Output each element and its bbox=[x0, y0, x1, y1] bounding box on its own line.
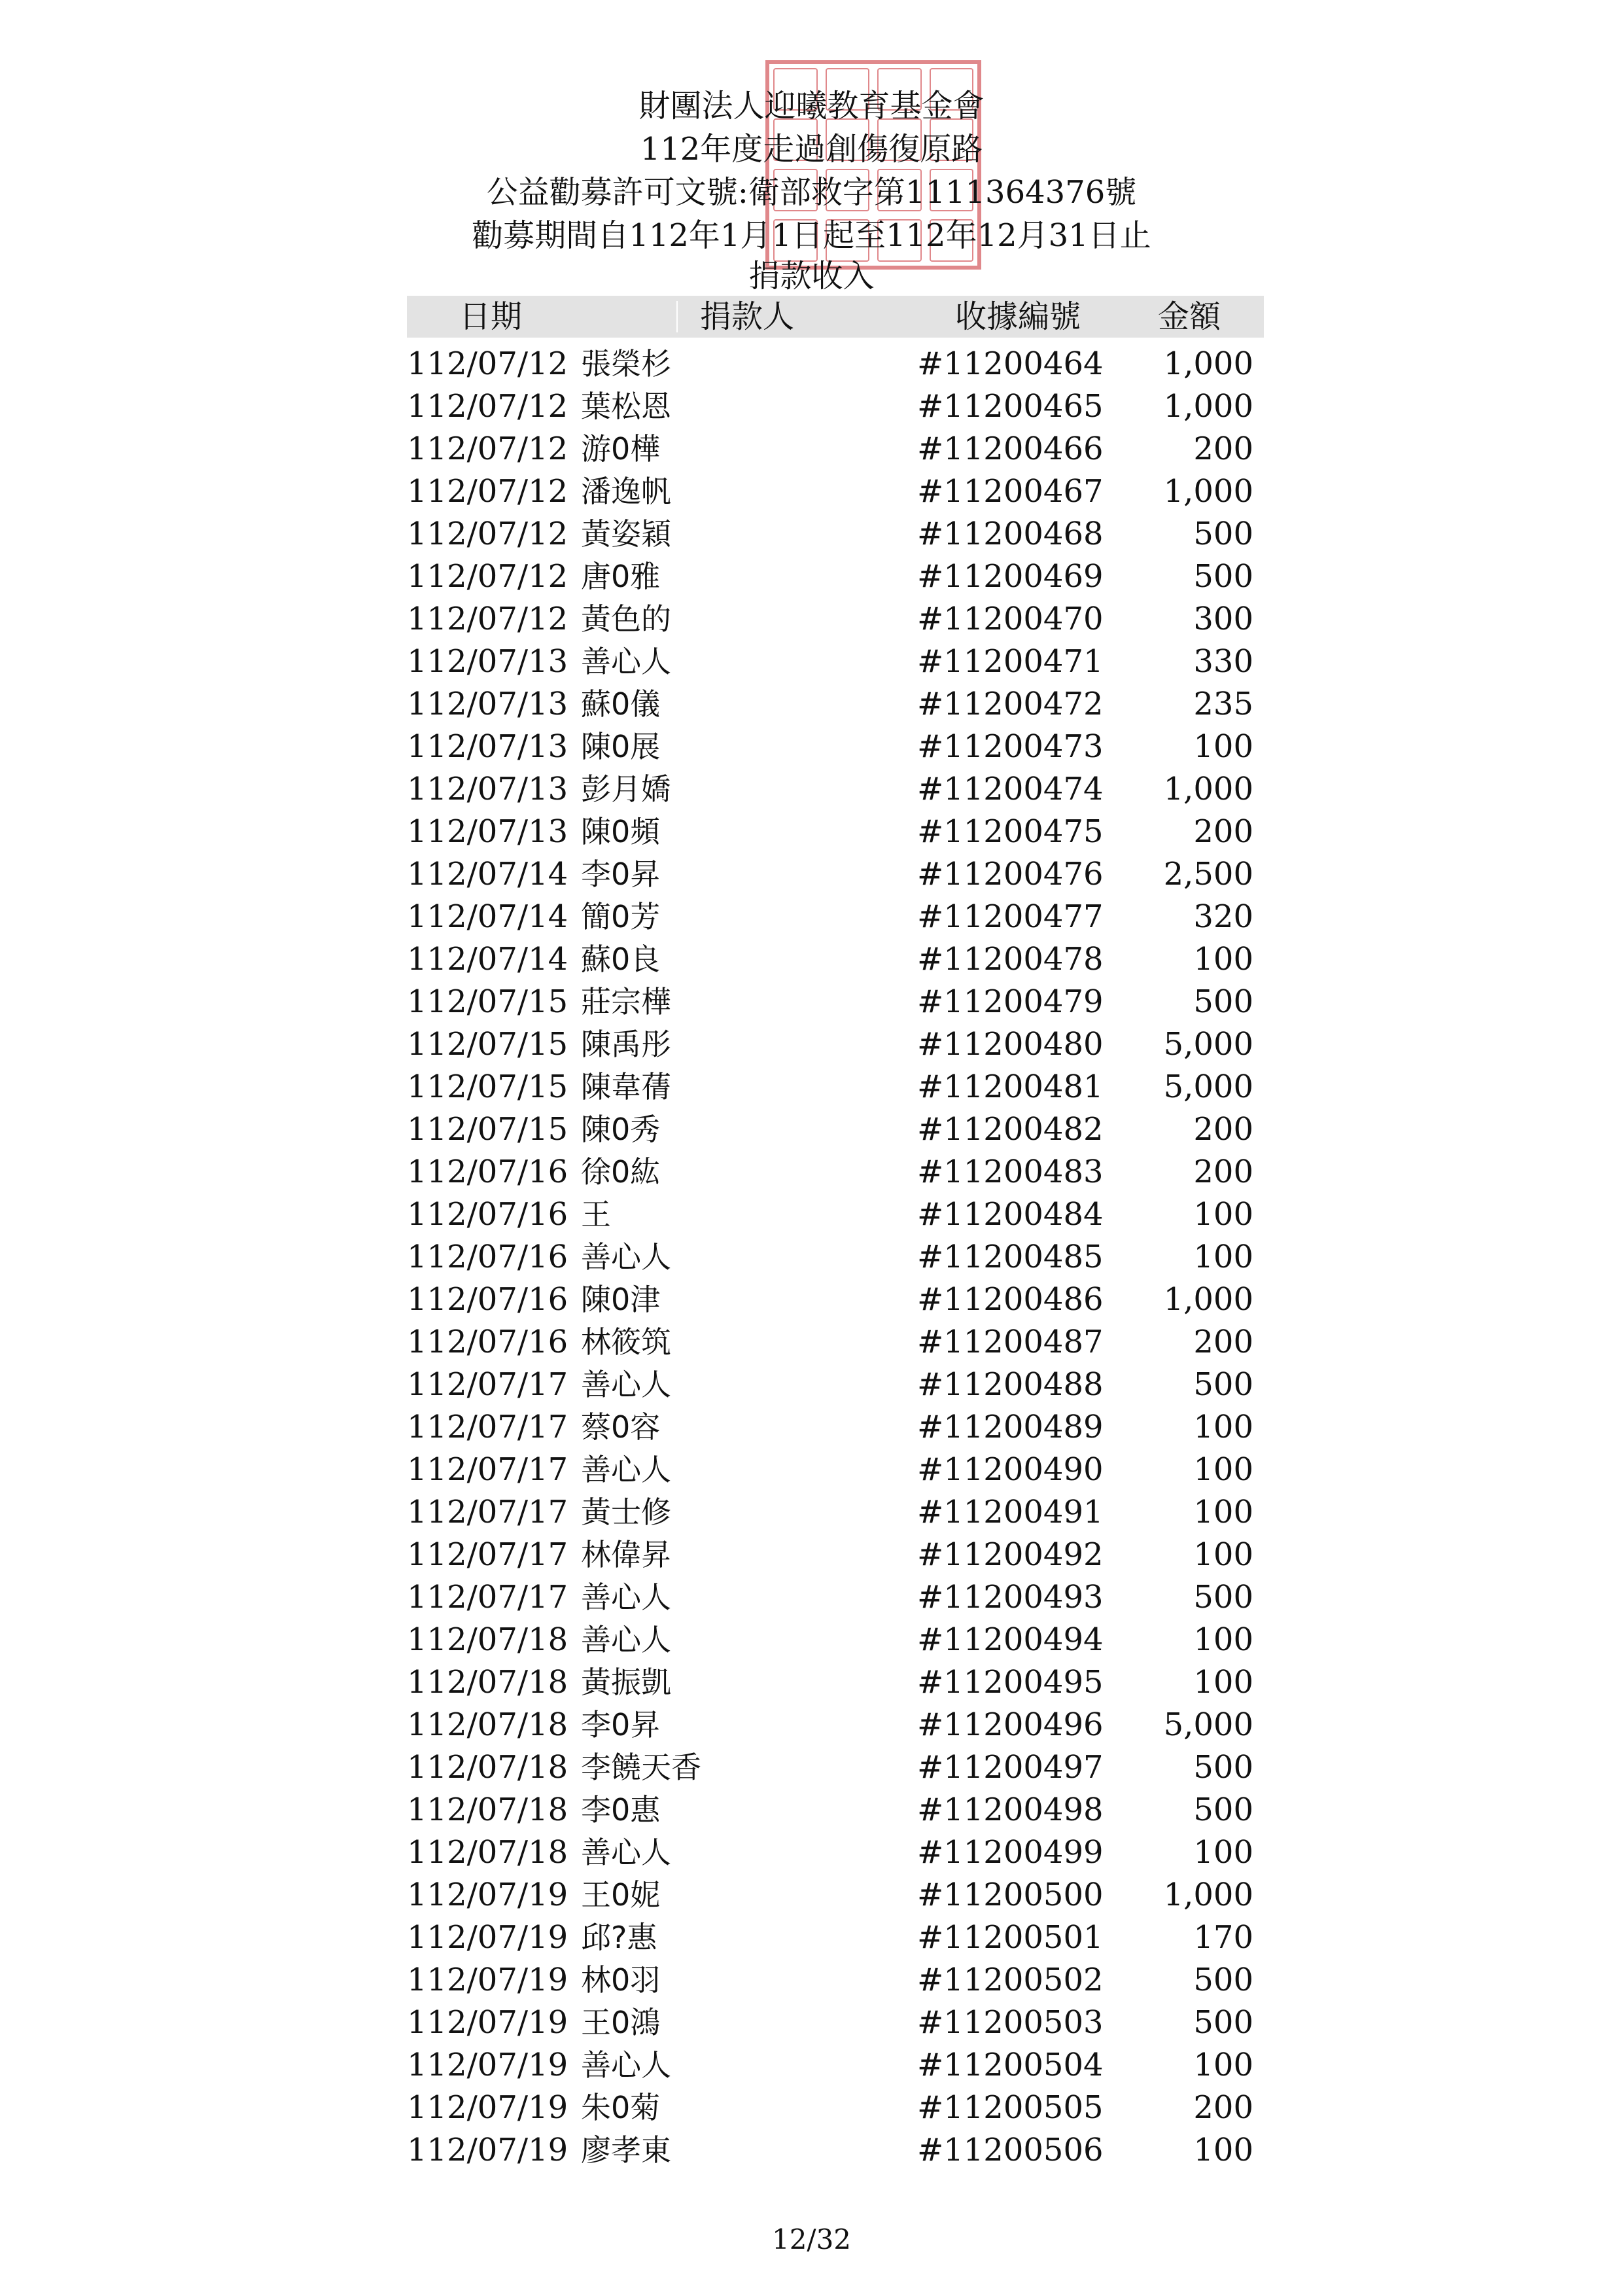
amount-cell: 100 bbox=[1193, 1494, 1253, 1530]
donor-cell: 唐0雅 bbox=[581, 559, 661, 594]
donor-cell: 游0樺 bbox=[581, 431, 661, 467]
amount-cell: 200 bbox=[1193, 1111, 1253, 1148]
amount-cell: 320 bbox=[1193, 898, 1253, 935]
receipt-number-cell: #11200473 bbox=[917, 728, 1104, 765]
donor-cell: 彭月嬌 bbox=[581, 771, 671, 807]
date-cell: 112/07/17 bbox=[407, 1366, 568, 1403]
amount-cell: 100 bbox=[1193, 728, 1253, 765]
receipt-number-cell: #11200491 bbox=[917, 1494, 1104, 1530]
date-cell: 112/07/15 bbox=[407, 1111, 568, 1148]
donor-cell: 王 bbox=[581, 1197, 611, 1232]
column-header-receipt: 收據編號 bbox=[955, 298, 1081, 335]
table-row bbox=[0, 1406, 1623, 1449]
table-row bbox=[0, 428, 1623, 470]
table-row bbox=[0, 896, 1623, 938]
amount-cell: 200 bbox=[1193, 1154, 1253, 1190]
section-title: 捐款收入 bbox=[748, 258, 875, 294]
donation-table-body bbox=[0, 343, 1623, 2172]
table-row bbox=[0, 768, 1623, 811]
table-row bbox=[0, 385, 1623, 428]
date-cell: 112/07/19 bbox=[407, 2089, 568, 2126]
date-cell: 112/07/12 bbox=[407, 431, 568, 467]
amount-cell: 1,000 bbox=[1163, 388, 1253, 425]
date-cell: 112/07/19 bbox=[407, 1962, 568, 1998]
amount-cell: 200 bbox=[1193, 431, 1253, 467]
table-row bbox=[0, 1916, 1623, 1959]
receipt-number-cell: #11200480 bbox=[917, 1026, 1104, 1063]
date-cell: 112/07/19 bbox=[407, 1919, 568, 1956]
date-cell: 112/07/12 bbox=[407, 345, 568, 382]
receipt-number-cell: #11200499 bbox=[917, 1834, 1104, 1871]
table-row bbox=[0, 1704, 1623, 1746]
donor-cell: 王0妮 bbox=[581, 1877, 661, 1913]
date-cell: 112/07/17 bbox=[407, 1451, 568, 1488]
donor-cell: 蔡0容 bbox=[581, 1409, 661, 1445]
donor-cell: 善心人 bbox=[581, 1367, 671, 1402]
table-row bbox=[0, 1831, 1623, 1874]
receipt-number-cell: #11200466 bbox=[917, 431, 1104, 467]
donor-cell: 陳0頻 bbox=[581, 814, 661, 849]
donor-cell: 陳韋蒨 bbox=[581, 1069, 671, 1104]
donor-cell: 陳0展 bbox=[581, 729, 661, 764]
donor-cell: 黃士修 bbox=[581, 1494, 671, 1530]
donor-cell: 李0昇 bbox=[581, 857, 661, 892]
table-row bbox=[0, 1193, 1623, 1236]
amount-cell: 100 bbox=[1193, 1239, 1253, 1275]
amount-cell: 500 bbox=[1193, 983, 1253, 1020]
date-cell: 112/07/14 bbox=[407, 898, 568, 935]
donor-cell: 蘇0良 bbox=[581, 942, 661, 977]
date-cell: 112/07/19 bbox=[407, 2132, 568, 2168]
receipt-number-cell: #11200475 bbox=[917, 813, 1104, 850]
donor-cell: 黃色的 bbox=[581, 601, 671, 637]
amount-cell: 500 bbox=[1193, 516, 1253, 552]
table-row bbox=[0, 1449, 1623, 1491]
date-cell: 112/07/15 bbox=[407, 983, 568, 1020]
receipt-number-cell: #11200483 bbox=[917, 1154, 1104, 1190]
receipt-number-cell: #11200494 bbox=[917, 1621, 1104, 1658]
table-row bbox=[0, 1236, 1623, 1279]
amount-cell: 170 bbox=[1193, 1919, 1253, 1956]
receipt-number-cell: #11200490 bbox=[917, 1451, 1104, 1488]
donor-cell: 潘逸帆 bbox=[581, 474, 671, 509]
date-cell: 112/07/17 bbox=[407, 1494, 568, 1530]
table-row bbox=[0, 2002, 1623, 2044]
amount-cell: 2,500 bbox=[1163, 856, 1253, 892]
table-row bbox=[0, 1576, 1623, 1619]
receipt-number-cell: #11200476 bbox=[917, 856, 1104, 892]
amount-cell: 300 bbox=[1193, 601, 1253, 637]
table-row bbox=[0, 1151, 1623, 1193]
date-cell: 112/07/13 bbox=[407, 643, 568, 680]
amount-cell: 500 bbox=[1193, 1792, 1253, 1828]
table-row bbox=[0, 2044, 1623, 2087]
receipt-number-cell: #11200486 bbox=[917, 1281, 1104, 1318]
receipt-number-cell: #11200500 bbox=[917, 1877, 1104, 1913]
amount-cell: 200 bbox=[1193, 1324, 1253, 1360]
receipt-number-cell: #11200498 bbox=[917, 1792, 1104, 1828]
table-row bbox=[0, 1959, 1623, 2002]
donor-cell: 葉松恩 bbox=[581, 389, 671, 424]
receipt-number-cell: #11200478 bbox=[917, 941, 1104, 978]
donor-cell: 蘇0儀 bbox=[581, 686, 661, 722]
amount-cell: 100 bbox=[1193, 1196, 1253, 1233]
receipt-number-cell: #11200468 bbox=[917, 516, 1104, 552]
date-cell: 112/07/12 bbox=[407, 601, 568, 637]
date-cell: 112/07/16 bbox=[407, 1324, 568, 1360]
receipt-number-cell: #11200497 bbox=[917, 1749, 1104, 1786]
date-cell: 112/07/17 bbox=[407, 1409, 568, 1445]
donor-cell: 徐0紘 bbox=[581, 1154, 661, 1190]
table-row bbox=[0, 1279, 1623, 1321]
amount-cell: 5,000 bbox=[1163, 1026, 1253, 1063]
donor-cell: 善心人 bbox=[581, 2047, 671, 2083]
table-row bbox=[0, 1534, 1623, 1576]
page-number: 12/32 bbox=[771, 2223, 852, 2255]
amount-cell: 100 bbox=[1193, 941, 1253, 978]
receipt-number-cell: #11200472 bbox=[917, 686, 1104, 722]
donor-cell: 善心人 bbox=[581, 1835, 671, 1870]
table-row bbox=[0, 1789, 1623, 1831]
receipt-number-cell: #11200479 bbox=[917, 983, 1104, 1020]
donor-cell: 朱0菊 bbox=[581, 2090, 661, 2125]
receipt-number-cell: #11200488 bbox=[917, 1366, 1104, 1403]
amount-cell: 100 bbox=[1193, 1451, 1253, 1488]
amount-cell: 500 bbox=[1193, 1749, 1253, 1786]
column-header-amount: 金額 bbox=[1158, 298, 1221, 335]
amount-cell: 100 bbox=[1193, 1409, 1253, 1445]
date-cell: 112/07/12 bbox=[407, 558, 568, 595]
amount-cell: 5,000 bbox=[1163, 1706, 1253, 1743]
amount-cell: 200 bbox=[1193, 2089, 1253, 2126]
table-row bbox=[0, 641, 1623, 683]
donor-cell: 簡0芳 bbox=[581, 899, 661, 934]
date-cell: 112/07/16 bbox=[407, 1154, 568, 1190]
amount-cell: 235 bbox=[1193, 686, 1253, 722]
table-row bbox=[0, 726, 1623, 768]
table-row bbox=[0, 938, 1623, 981]
table-row bbox=[0, 1874, 1623, 1916]
receipt-number-cell: #11200496 bbox=[917, 1706, 1104, 1743]
date-cell: 112/07/18 bbox=[407, 1749, 568, 1786]
table-row bbox=[0, 2087, 1623, 2129]
date-cell: 112/07/13 bbox=[407, 813, 568, 850]
table-row bbox=[0, 1491, 1623, 1534]
amount-cell: 100 bbox=[1193, 1621, 1253, 1658]
date-cell: 112/07/19 bbox=[407, 2047, 568, 2083]
amount-cell: 500 bbox=[1193, 2004, 1253, 2041]
receipt-number-cell: #11200495 bbox=[917, 1664, 1104, 1701]
date-cell: 112/07/12 bbox=[407, 516, 568, 552]
donor-cell: 林0羽 bbox=[581, 1962, 661, 1998]
date-cell: 112/07/13 bbox=[407, 686, 568, 722]
receipt-number-cell: #11200482 bbox=[917, 1111, 1104, 1148]
donor-cell: 林筱筑 bbox=[581, 1324, 671, 1360]
receipt-number-cell: #11200503 bbox=[917, 2004, 1104, 2041]
amount-cell: 500 bbox=[1193, 1579, 1253, 1616]
donor-cell: 王0鴻 bbox=[581, 2005, 661, 2040]
table-row bbox=[0, 1619, 1623, 1661]
permit-number: 公益勸募許可文號:衛部救字第1111364376號 bbox=[486, 174, 1137, 211]
table-row bbox=[0, 513, 1623, 556]
donor-cell: 陳0秀 bbox=[581, 1112, 661, 1147]
donor-cell: 黃姿穎 bbox=[581, 516, 671, 552]
receipt-number-cell: #11200470 bbox=[917, 601, 1104, 637]
date-cell: 112/07/19 bbox=[407, 2004, 568, 2041]
table-row bbox=[0, 981, 1623, 1023]
amount-cell: 1,000 bbox=[1163, 771, 1253, 807]
table-row bbox=[0, 1364, 1623, 1406]
fundraising-period: 勸募期間自112年1月1日起至112年12月31日止 bbox=[472, 217, 1151, 254]
amount-cell: 500 bbox=[1193, 1366, 1253, 1403]
donor-cell: 廖孝東 bbox=[581, 2132, 671, 2168]
amount-cell: 100 bbox=[1193, 1536, 1253, 1573]
donor-cell: 林偉昇 bbox=[581, 1537, 671, 1572]
receipt-number-cell: #11200469 bbox=[917, 558, 1104, 595]
org-title: 財團法人迎曦教育基金會 bbox=[638, 88, 985, 124]
date-cell: 112/07/18 bbox=[407, 1706, 568, 1743]
amount-cell: 330 bbox=[1193, 643, 1253, 680]
receipt-number-cell: #11200506 bbox=[917, 2132, 1104, 2168]
table-row bbox=[0, 811, 1623, 853]
amount-cell: 500 bbox=[1193, 1962, 1253, 1998]
date-cell: 112/07/16 bbox=[407, 1281, 568, 1318]
receipt-number-cell: #11200501 bbox=[917, 1919, 1104, 1956]
amount-cell: 100 bbox=[1193, 1834, 1253, 1871]
donor-cell: 邱?惠 bbox=[581, 1920, 657, 1955]
date-cell: 112/07/15 bbox=[407, 1069, 568, 1105]
date-cell: 112/07/18 bbox=[407, 1834, 568, 1871]
date-cell: 112/07/14 bbox=[407, 941, 568, 978]
date-cell: 112/07/13 bbox=[407, 771, 568, 807]
table-row bbox=[0, 1321, 1623, 1364]
donor-cell: 善心人 bbox=[581, 1239, 671, 1275]
table-row bbox=[0, 1023, 1623, 1066]
donor-cell: 陳0津 bbox=[581, 1282, 661, 1317]
receipt-number-cell: #11200484 bbox=[917, 1196, 1104, 1233]
donor-cell: 陳禹彤 bbox=[581, 1027, 671, 1062]
column-header-donor: 捐款人 bbox=[700, 298, 795, 335]
receipt-number-cell: #11200504 bbox=[917, 2047, 1104, 2083]
amount-cell: 1,000 bbox=[1163, 473, 1253, 510]
date-cell: 112/07/18 bbox=[407, 1621, 568, 1658]
donor-cell: 善心人 bbox=[581, 1452, 671, 1487]
receipt-number-cell: #11200481 bbox=[917, 1069, 1104, 1105]
date-cell: 112/07/18 bbox=[407, 1792, 568, 1828]
receipt-number-cell: #11200502 bbox=[917, 1962, 1104, 1998]
receipt-number-cell: #11200467 bbox=[917, 473, 1104, 510]
receipt-number-cell: #11200487 bbox=[917, 1324, 1104, 1360]
table-row bbox=[0, 343, 1623, 385]
receipt-number-cell: #11200489 bbox=[917, 1409, 1104, 1445]
table-row bbox=[0, 1066, 1623, 1108]
receipt-number-cell: #11200464 bbox=[917, 345, 1104, 382]
date-cell: 112/07/12 bbox=[407, 473, 568, 510]
column-divider bbox=[676, 301, 678, 332]
date-cell: 112/07/12 bbox=[407, 388, 568, 425]
date-cell: 112/07/16 bbox=[407, 1196, 568, 1233]
table-row bbox=[0, 683, 1623, 726]
amount-cell: 100 bbox=[1193, 2047, 1253, 2083]
date-cell: 112/07/16 bbox=[407, 1239, 568, 1275]
donor-cell: 善心人 bbox=[581, 644, 671, 679]
date-cell: 112/07/13 bbox=[407, 728, 568, 765]
amount-cell: 100 bbox=[1193, 1664, 1253, 1701]
table-row bbox=[0, 853, 1623, 896]
table-header bbox=[407, 296, 1264, 338]
table-row bbox=[0, 556, 1623, 598]
receipt-number-cell: #11200492 bbox=[917, 1536, 1104, 1573]
receipt-number-cell: #11200477 bbox=[917, 898, 1104, 935]
receipt-number-cell: #11200505 bbox=[917, 2089, 1104, 2126]
table-row bbox=[0, 598, 1623, 641]
donor-cell: 張榮杉 bbox=[581, 346, 671, 381]
amount-cell: 1,000 bbox=[1163, 345, 1253, 382]
amount-cell: 200 bbox=[1193, 813, 1253, 850]
donor-cell: 李0昇 bbox=[581, 1707, 661, 1742]
donor-cell: 黃振凱 bbox=[581, 1665, 671, 1700]
date-cell: 112/07/14 bbox=[407, 856, 568, 892]
receipt-number-cell: #11200465 bbox=[917, 388, 1104, 425]
table-row bbox=[0, 470, 1623, 513]
table-row bbox=[0, 1746, 1623, 1789]
receipt-number-cell: #11200474 bbox=[917, 771, 1104, 807]
amount-cell: 500 bbox=[1193, 558, 1253, 595]
date-cell: 112/07/17 bbox=[407, 1579, 568, 1616]
date-cell: 112/07/18 bbox=[407, 1664, 568, 1701]
donor-cell: 善心人 bbox=[581, 1622, 671, 1657]
amount-cell: 5,000 bbox=[1163, 1069, 1253, 1105]
project-title: 112年度走過創傷復原路 bbox=[640, 131, 983, 168]
donor-cell: 李饒天香 bbox=[581, 1750, 701, 1785]
receipt-number-cell: #11200471 bbox=[917, 643, 1104, 680]
date-cell: 112/07/15 bbox=[407, 1026, 568, 1063]
donor-cell: 莊宗樺 bbox=[581, 984, 671, 1019]
date-cell: 112/07/19 bbox=[407, 1877, 568, 1913]
column-header-date: 日期 bbox=[459, 298, 523, 335]
date-cell: 112/07/17 bbox=[407, 1536, 568, 1573]
donor-cell: 善心人 bbox=[581, 1580, 671, 1615]
amount-cell: 100 bbox=[1193, 2132, 1253, 2168]
receipt-number-cell: #11200493 bbox=[917, 1579, 1104, 1616]
table-row bbox=[0, 2129, 1623, 2172]
table-row bbox=[0, 1108, 1623, 1151]
amount-cell: 1,000 bbox=[1163, 1877, 1253, 1913]
receipt-number-cell: #11200485 bbox=[917, 1239, 1104, 1275]
table-row bbox=[0, 1661, 1623, 1704]
donor-cell: 李0惠 bbox=[581, 1792, 661, 1828]
amount-cell: 1,000 bbox=[1163, 1281, 1253, 1318]
